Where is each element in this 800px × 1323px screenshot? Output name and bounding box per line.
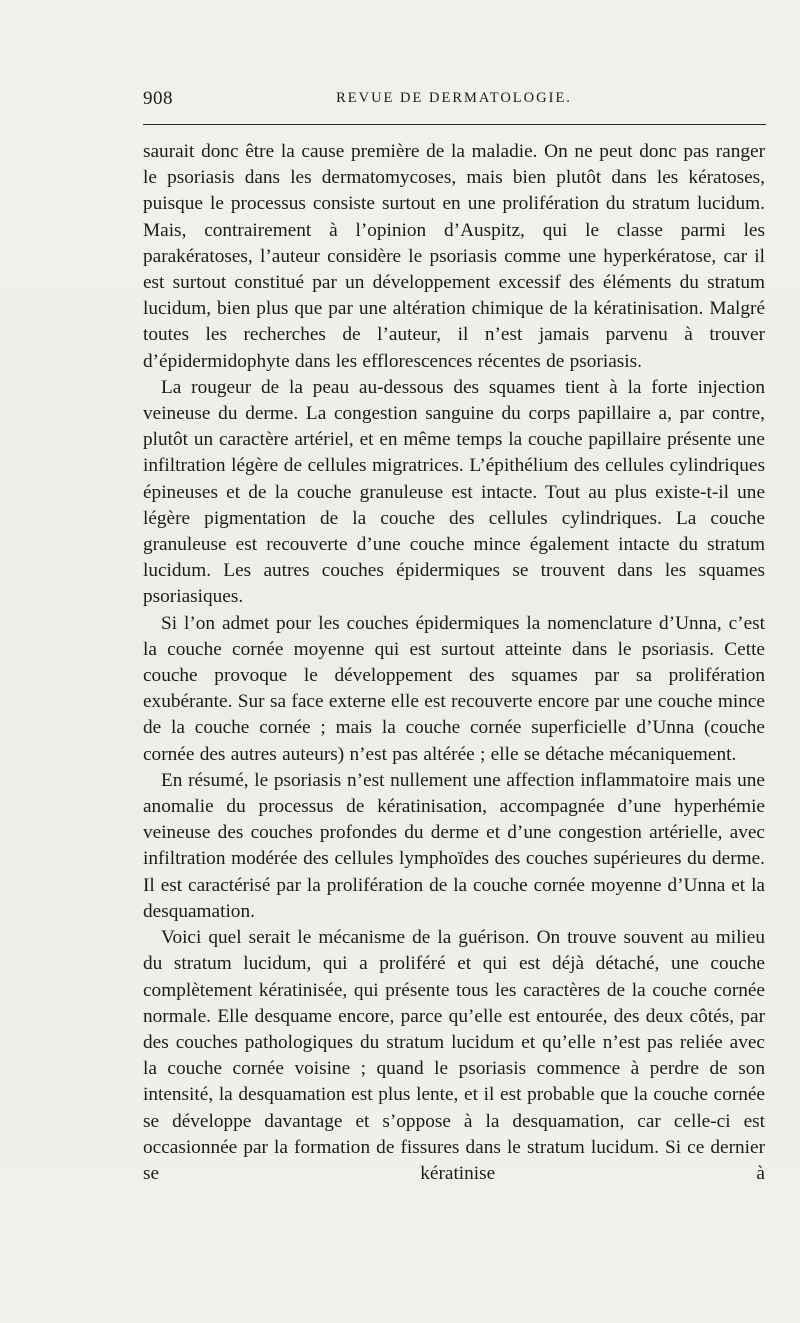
running-head: [143, 88, 765, 112]
journal-title: REVUE DE DERMATOLOGIE.: [336, 90, 572, 106]
paragraph-resume: En résumé, le psoriasis n’est nullement une affection inflammatoire mais une anomalie du processus de kératinisation, accompagnée d’une hyperhémie veineuse des couches profondes du derme et d’une congestion artérielle, avec infiltration modérée des cellules lymphoïdes des couches supérieures du derme. Il est caractérisé par la prolifération de la couche cornée moyenne d’Unna et la desquamation.: [143, 769, 765, 922]
page-number: 908: [143, 88, 173, 109]
body-text: [143, 139, 765, 1187]
header-rule: [143, 124, 766, 125]
paragraph-nomenclature: Si l’on admet pour les couches épidermiques la nomenclature d’Unna, c’est la couche cornée moyenne qui est surtout atteinte dans le psoriasis. Cette couche provoque le développement des squames par sa prolifération exubérante. Sur sa face externe elle est recouverte encore par une couche mince de la couche cornée ; mais la couche cornée superficielle d’Unna (couche cornée des autres auteurs) n’est pas altérée ; elle se détache mécaniquement.: [143, 612, 765, 765]
paragraph-continuation: saurait donc être la cause première de la maladie. On ne peut donc pas ranger le psoriasis dans les dermatomycoses, mais bien plutôt dans les kératoses, puisque le processus consiste surtout en une prolifération du stratum lucidum. Mais, contrairement à l’opinion d’Auspitz, qui le classe parmi les parakératoses, l’auteur considère le psoriasis comme une hyperkératose, car il est surtout constitué par un développement excessif des éléments du stratum lucidum, bien plus que par une altération chimique de la kératinisation. Malgré toutes les recherches de l’auteur, il n’est jamais parvenu à trouver d’épidermidophyte dans les efflorescences récentes de psoriasis.: [143, 141, 765, 372]
paragraph-rougeur: La rougeur de la peau au-dessous des squames tient à la forte injection veineuse du derme. La congestion sanguine du corps papillaire a, par contre, plutôt un caractère artériel, et en même temps la couche papillaire présente une infiltration légère de cellules migratrices. L’épithélium des cellules cylindriques épineuses et de la couche granuleuse est intacte. Tout au plus existe-t-il une légère pigmentation de la couche des cellules cylindriques. La couche granuleuse est recouverte d’une couche mince également intacte du stratum lucidum. Les autres couches épidermiques se trouvent dans les squames psoriasiques.: [143, 376, 765, 608]
paragraph-guerison: Voici quel serait le mécanisme de la guérison. On trouve souvent au milieu du stratum lucidum, qui a proliféré et qui est déjà détaché, une couche complètement kératinisée, qui présente tous les caractères de la couche cornée normale. Elle desquame encore, parce qu’elle est entourée, des deux côtés, par des couches pathologiques du stratum lucidum et qu’elle n’est pas reliée avec la couche cornée voisine ; quand le psoriasis commence à perdre de son intensité, la desquamation est plus lente, et il est probable que la couche cornée se développe davantage et s’oppose à la desquamation, car celle-ci est occasionnée par la formation de fissures dans le stratum lucidum. Si ce dernier se kératinise à: [143, 927, 765, 1184]
